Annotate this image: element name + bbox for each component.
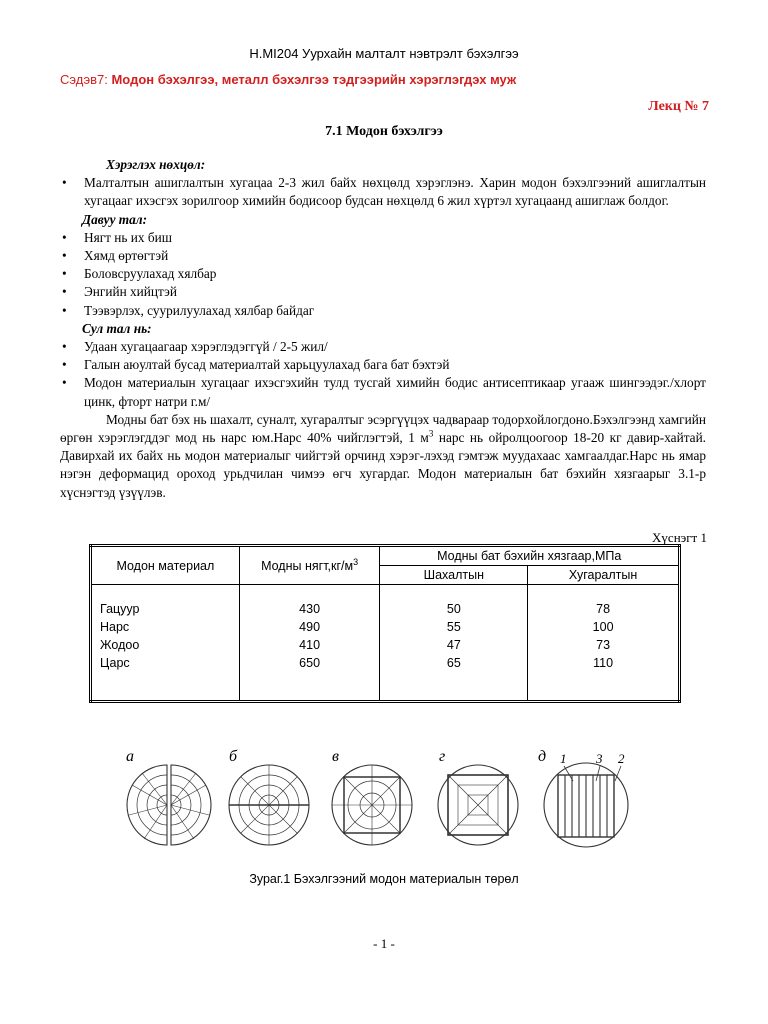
figure-label: б <box>229 748 238 765</box>
table-cell: 430 <box>299 602 321 616</box>
table-cell: 50 <box>446 602 461 616</box>
list-item: • Боловсруулахад хялбар <box>60 265 706 283</box>
list-item: • Галын аюултай бусад материалтай харьцуулахад бага бат бэхтэй <box>60 356 706 374</box>
header-density <box>239 546 380 585</box>
figure-label: д <box>538 748 547 765</box>
page-number: - 1 - <box>373 936 395 951</box>
table-caption: Хүснэгт 1 <box>652 530 707 545</box>
topic-prefix: Сэдэв7: <box>60 72 112 87</box>
disadvantages-list <box>60 338 706 411</box>
wood-strength-table <box>89 544 681 703</box>
header-strength: Модны бат бэхийн хязгаар,МПа <box>380 546 680 566</box>
density-values-cell <box>239 585 380 702</box>
table-cell: 78 <box>596 602 611 616</box>
figure-callout: 3 <box>596 751 603 766</box>
square-timber-drawing <box>438 765 518 845</box>
header-bending: Хугаралтын <box>528 566 680 585</box>
timber-section-figure <box>118 743 654 861</box>
split-log-drawing <box>127 765 211 845</box>
figure-caption: Зураг.1 Бэхэлгээний модон материалын төрөл <box>249 872 519 886</box>
usage-list <box>60 174 706 210</box>
disadvantages-heading: Сул тал нь: <box>82 320 152 336</box>
table-cell: 73 <box>596 638 611 652</box>
table-cell: Гацуур <box>100 602 140 616</box>
round-log-drawing <box>229 765 309 845</box>
strength-paragraph <box>60 411 706 502</box>
table-cell: Жодоо <box>100 638 140 652</box>
document-body <box>60 156 706 502</box>
bending-values-cell <box>528 585 680 702</box>
table-cell: 490 <box>299 620 321 634</box>
advantages-list <box>60 229 706 320</box>
document-header: Н.MI204 Уурхайн малталт нэвтрэлт бэхэлгээ <box>249 46 519 61</box>
paragraph-superscript: 3 <box>428 428 434 439</box>
figure-callout: 2 <box>618 751 625 766</box>
topic-title: Модон бэхэлгээ, металл бэхэлгээ тэдгээрийн хэрэглэгдэх муж <box>111 72 517 87</box>
paragraph-text: Модны бат бэх нь шахалт, суналт, хугаралтыг эсэргүүцэх чадвараар тодорхойлогдоно.Бэхэлгээнд хамгийн өргөн хэрэглэгддэг мод нь нарс юм.Нарс 40% чийглэгтэй, 1 м <box>60 411 706 446</box>
figure-label: а <box>126 748 134 765</box>
list-item: • Удаан хугацаагаар хэрэглэдэггүй / 2-5 жил/ <box>60 338 706 356</box>
table-cell: 410 <box>299 638 321 652</box>
table-cell: 65 <box>446 656 461 670</box>
table-cell: 55 <box>446 620 461 634</box>
advantages-heading: Давуу тал: <box>82 211 148 227</box>
paragraph-text: нарс нь ойролцоогоор 18-20 кг давир-хайтай. Давирхай их байх нь модон материалыг чийгтэй орчинд хэрэг-лэхэд гэмтэж муудахаас хамгаалдаг.Нарс нь ямар нэгэн деформацид ороход урьдчилан чимээ өгч хугардаг. Модон материалын бат бэхийн хязгаарыг 3.1-р хүснэгтэд үзүүлэв. <box>60 430 707 500</box>
header-material: Модон материал <box>91 546 240 585</box>
list-item: • Энгийн хийцтэй <box>60 283 706 301</box>
table-cell: 100 <box>592 620 614 634</box>
section-title: 7.1 Модон бэхэлгээ <box>325 124 443 139</box>
table-cell: 47 <box>446 638 461 652</box>
figure-callout: 1 <box>560 751 567 766</box>
table-cell: 110 <box>593 656 614 670</box>
topic-line <box>60 72 516 87</box>
material-names-cell <box>91 585 240 702</box>
list-item: • Тээвэрлэх, суурилуулахад хялбар байдаг <box>60 302 706 320</box>
list-item: • Хямд өртөгтэй <box>60 247 706 265</box>
header-density-text: Модны нягт,кг/м <box>261 559 354 574</box>
figure-label: г <box>439 748 446 765</box>
list-item: • Малталтын ашиглалтын хугацаа 2-3 жил байх нөхцөлд хэрэглэнэ. Харин модон бэхэлгээний ашиглалтын хугацааг ихэсгэх зорилгоор химийн бодисоор будсан нөхцөлд 6 жил хүртэл хугацаанд ашиглаж болдог. <box>60 174 706 210</box>
compression-values-cell <box>380 585 528 702</box>
plank-cut-drawing <box>544 763 628 847</box>
squared-log-drawing <box>332 765 412 845</box>
usage-heading: Хэрэглэх нөхцөл: <box>106 157 206 172</box>
header-compression: Шахалтын <box>380 566 528 585</box>
header-density-sup: 3 <box>353 557 359 568</box>
list-item: • Модон материалын хугацааг ихэсгэхийн тулд тусгай химийн бодис антисептикаар угааж шингээдэг./хлорт цинк, фторт натри г.м/ <box>60 374 706 410</box>
lecture-number: Лекц № 7 <box>648 99 709 114</box>
list-item: • Нягт нь их биш <box>60 229 706 247</box>
table-cell: Царс <box>100 656 130 670</box>
table-cell: 650 <box>299 656 321 670</box>
figure-label: в <box>332 748 339 765</box>
table-cell: Нарс <box>100 620 130 634</box>
